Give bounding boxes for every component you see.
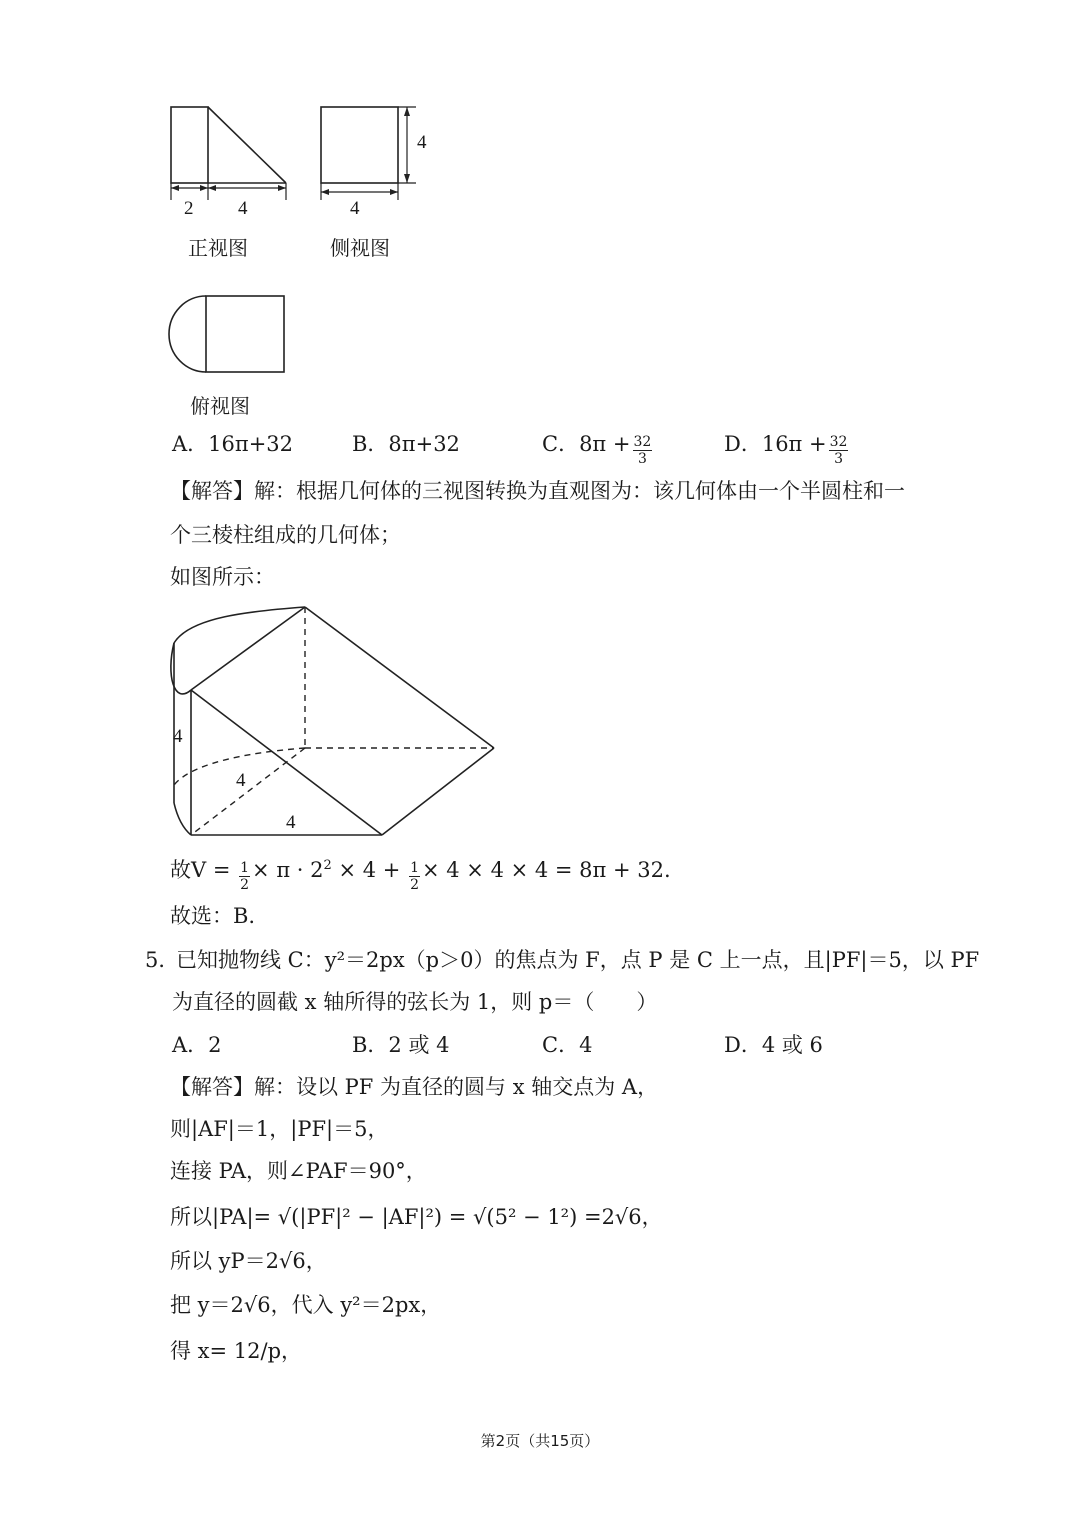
- q4-answer-line2: 个三棱柱组成的几何体；: [170, 523, 401, 547]
- q5-stem-line1: 已知抛物线 C：y²＝2px（p＞0）的焦点为 F，点 P 是 C 上一点，且|PF|＝5，以 PF: [176, 948, 980, 972]
- front-dim-2: 2: [184, 198, 194, 219]
- solid-label-height: 4: [173, 726, 183, 747]
- q5-solution-3: 连接 PA，则∠PAF＝90°，: [170, 1159, 427, 1183]
- side-dim-height: 4: [417, 132, 427, 153]
- q5-option-a: A．2: [172, 1033, 222, 1057]
- side-dim-width: 4: [350, 198, 360, 219]
- q5-number: 5．: [145, 948, 180, 972]
- q5-option-d: D．4 或 6: [724, 1033, 823, 1057]
- q5-solution-1: 【解答】解：设以 PF 为直径的圆与 x 轴交点为 A，: [170, 1075, 659, 1099]
- q5-solution-4: 所以|PA|= √(|PF|² − |AF|²) = √(5² − 1²) =2√6，: [170, 1205, 663, 1229]
- q4-choice: 故选：B.: [170, 904, 256, 928]
- side-view-label: 侧视图: [330, 236, 390, 260]
- q4-option-c: C．8π + $\frac{32}{3}$: [542, 432, 652, 467]
- q5-solution-6: 把 y＝2√6，代入 y²＝2px，: [170, 1293, 442, 1317]
- top-view-figure: [160, 290, 300, 380]
- q5-stem-line2: 为直径的圆截 x 轴所得的弦长为 1，则 p＝（ ）: [172, 990, 658, 1014]
- front-view-label: 正视图: [188, 236, 248, 260]
- q4-option-b: B．8π+32: [352, 432, 460, 456]
- q4-answer-line1: 【解答】解：根据几何体的三视图转换为直观图为：该几何体由一个半圆柱和一: [170, 479, 905, 503]
- q5-solution-7: 得 x= 12/p，: [170, 1339, 303, 1363]
- q5-option-b: B．2 或 4: [352, 1033, 450, 1057]
- solid-label-diagonal: 4: [236, 770, 246, 791]
- top-view-label: 俯视图: [190, 394, 250, 418]
- front-view-figure: [160, 100, 300, 220]
- solid-label-base: 4: [286, 812, 296, 833]
- q5-solution-5: 所以 yP＝2√6，: [170, 1249, 327, 1273]
- volume-formula: 故V = $\frac{1}{2}$ × $\pi \cdot 2^2 \times 4$ + $\frac{1}{2}$ × 4 × 4 × 4 = 8π + 32.: [170, 858, 671, 893]
- q5-option-c: C．4: [542, 1033, 593, 1057]
- front-dim-4: 4: [238, 198, 248, 219]
- q4-answer-line3: 如图所示：: [170, 565, 275, 589]
- side-view-figure: [310, 100, 430, 220]
- page-footer: 第2页（共15页）: [480, 1432, 600, 1450]
- q4-option-a: A．16π+32: [172, 432, 294, 456]
- solid-figure: [160, 595, 510, 845]
- q5-solution-2: 则|AF|＝1，|PF|＝5，: [170, 1117, 389, 1141]
- q4-option-d: D．16π + $\frac{32}{3}$: [724, 432, 848, 467]
